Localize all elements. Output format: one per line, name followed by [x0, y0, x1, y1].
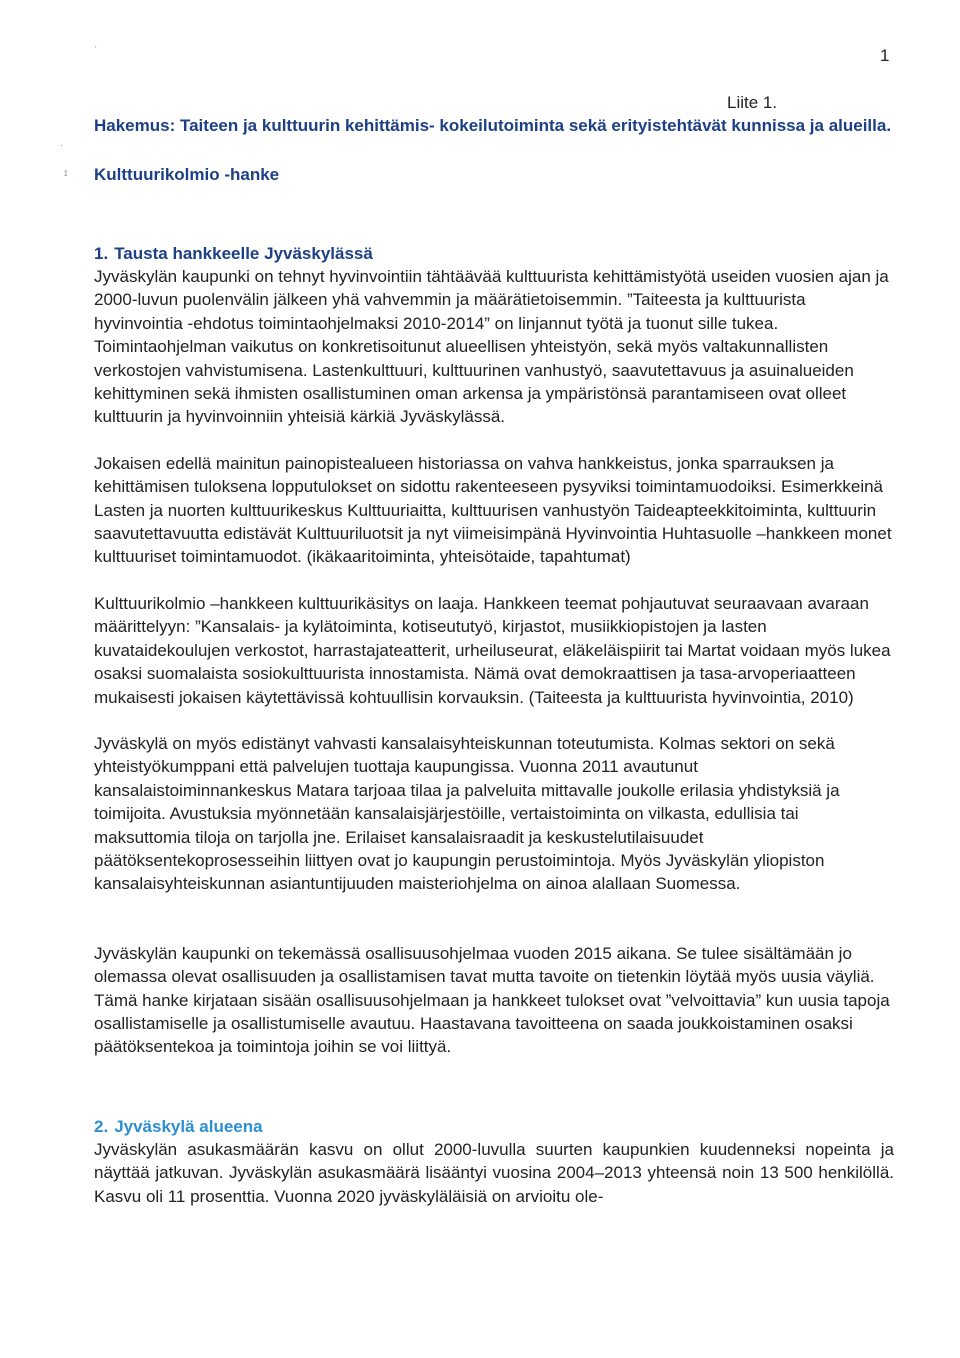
- application-title: Hakemus: Taiteen ja kulttuurin kehittämis- kokeilutoiminta sekä erityistehtävät kunnissa ja alueilla.: [94, 116, 892, 135]
- scan-speck: ˋ: [94, 46, 98, 57]
- paragraph: Jyväskylän kaupunki on tehnyt hyvinvointiin tähtäävää kulttuurista kehittämistyötä useiden vuosien ajan ja 2000-luvun puolenvälin jälkeen yhä vahvemmin ja määrätietoisemmin. ”Taiteesta ja kulttuurista hyvinvointia -ehdotus toimintaohjelmaksi 2010-2014” on linjannut työtä ja tuonut sille tukea. Toimintaohjelman vaikutus on konkretisoitunut alueellisen yhteistyön, sekä myös valtakunnallisten verkostojen vahvistumisena. Lastenkulttuuri, kulttuurinen vanhustyö, saavutettavuus ja asuinalueiden kehittyminen sekä ihmisten osallistuminen oman arkensa ja ympäristönsä parantamiseen ovat olleet kulttuurin ja hyvinvoinniin yhteisiä kärkiä Jyväskylässä.: [94, 267, 889, 427]
- scan-speck: ·: [60, 140, 64, 151]
- paragraph: Jyväskylän kaupunki on tekemässä osallisuusohjelmaa vuoden 2015 aikana. Se tulee sisältämään jo olemassa olevat osallisuuden ja osallistamisen tavat mutta tavoite on tietenkin löytää myös uusia väyliä. Tämä hanke kirjataan sisään osallisuusohjelmaan ja hankkeet tulokset ovat ”velvoittavia” kun uusia tapoja osallistamiselle ja osallistumiselle avautuu. Haastavana tavoitteena on saada joukkoistaminen osaksi päätöksentekoa ja toimintoja joihin se voi liittyä.: [94, 943, 890, 1057]
- document-body: [94, 114, 894, 1208]
- section-heading: [94, 1115, 894, 1138]
- section-heading: [94, 242, 894, 265]
- page-number: 1: [880, 46, 890, 65]
- section-number: 1.: [94, 244, 109, 263]
- paragraph: Jyväskylä on myös edistänyt vahvasti kansalaisyhteiskunnan toteutumista. Kolmas sektori on sekä yhteistyökumppani että palvelujen tuottaja kaupungissa. Vuonna 2011 avautunut kansalaistoiminnankeskus Matara tarjoaa tilaa ja palveluita mittavalle joukolle erilasia yhdistyksiä ja toimijoita. Avustuksia myönnetään kansalaisjärjestöille, vertaistoiminta on vilkasta, edullisia tai maksuttomia tiloja on tarjolla jne. Erilaiset kansalaisraadit ja keskustelutilaisuudet päätöksentekoprosesseihin liittyen ovat jo kaupungin perustoimintoja. Myös Jyväskylän yliopiston kansalaisyhteiskunnan asiantuntijuuden maisteriohjelma on ainoa alallaan Suomessa.: [94, 733, 840, 894]
- attachment-label: Liite 1.: [727, 93, 778, 112]
- paragraph: Kulttuurikolmio –hankkeen kulttuurikäsitys on laaja. Hankkeen teemat pohjautuvat seuraavaan avaraan määrittelyyn: ”Kansalais- ja kylätoiminta, kotiseututyö, kirjastot, musiikkiopistojen ja lasten kuvataidekoulujen verkostot, harrastajateatterit, urheiluseurat, eläkeläispiirit tai Martat voidaan myös lukea osaksi suomalaista sosiokulttuurista innostamista. Nämä ovat demokraattisen ja tasa-arvoperiaatteen mukaisesti jokaisen käytettävissä kohtuullisin korvauksin. (Taiteesta ja kulttuurista hyvinvointia, 2010): [94, 593, 891, 707]
- section-title: Jyväskylä alueena: [114, 1116, 263, 1136]
- project-name: Kulttuurikolmio -hanke: [94, 165, 280, 184]
- paragraph: Jyväskylän asukasmäärän kasvu on ollut 2000-luvulla suurten kaupunkien kuudenneksi nopeinta ja näyttää jatkuvan. Jyväskylän asukasmäärä lisääntyi vuosina 2004–2013 yhteensä noin 13 500 henkilöllä. Kasvu oli 11 prosenttia. Vuonna 2020 jyväskyläläisiä on arvioitu ole-: [94, 1139, 894, 1206]
- scan-speck: ɪ: [64, 168, 68, 179]
- section-number: 2.: [94, 1116, 109, 1136]
- paragraph: Jokaisen edellä mainitun painopistealueen historiassa on vahva hankkeistus, jonka sparrauksen ja kehittämisen tuloksena lopputulokset on sidottu rakenteeseen pysyviksi toimintamuodoiksi. Esimerkkeinä Lasten ja nuorten kulttuurikeskus Kulttuuriaitta, kulttuurisen vanhustyön Taideapteekkitoiminta, kulttuurin saavutettavuutta edistävät Kulttuuriluotsit ja nyt viimeisimpänä Hyvinvointia Huhtasuolle –hankkeen monet kulttuuriset toimintamuodot. (ikäkaaritoiminta, yhteisötaide, tapahtumat): [94, 453, 892, 567]
- section-title: Tausta hankkeelle Jyväskylässä: [114, 244, 373, 263]
